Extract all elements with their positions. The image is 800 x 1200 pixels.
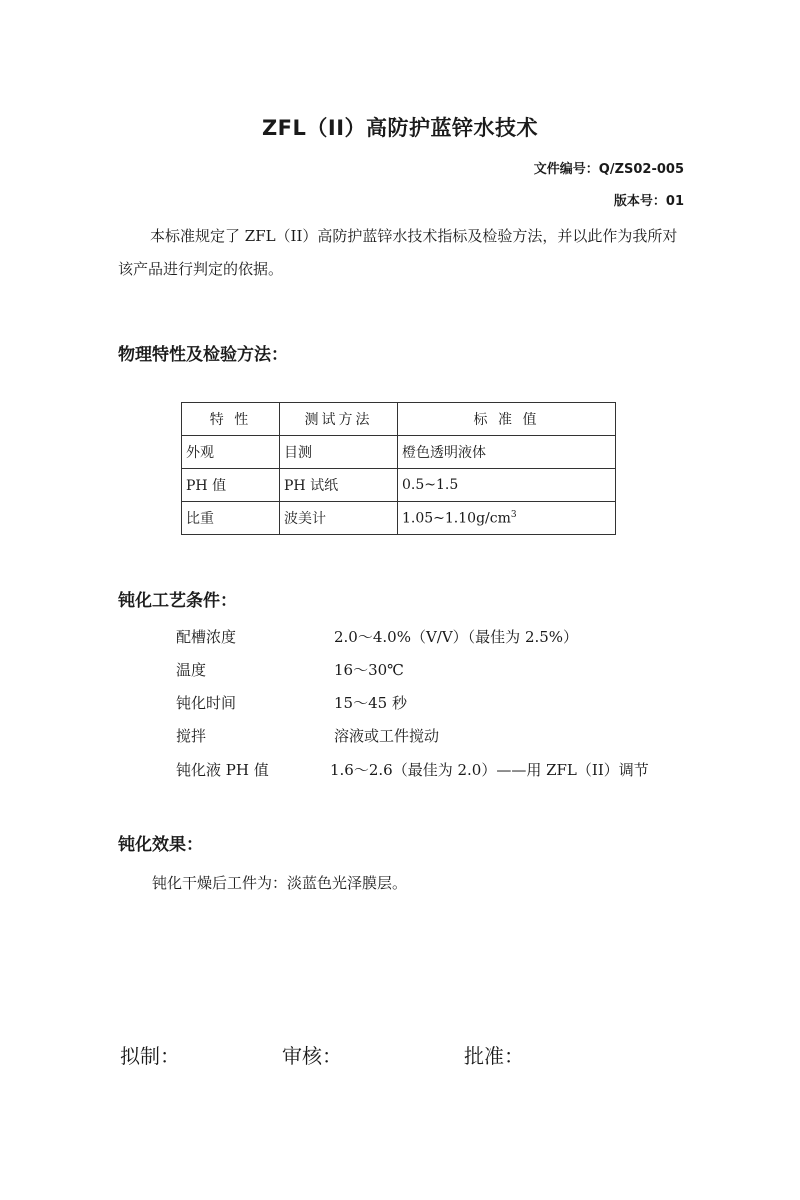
table-header: 测试方法 [280,403,398,436]
condition-value: 1.6～2.6（最佳为 2.0）——用 ZFL（II）调节 [330,761,649,779]
condition-key: 温度 [176,661,207,679]
passivation-effect-heading: 钝化效果： [118,835,203,855]
version-number: 版本号：01 [613,194,684,209]
condition-row [176,725,696,749]
drafted-by-label: 拟制： [120,1044,180,1068]
table-cell: 外观 [182,436,280,469]
condition-key: 搅拌 [176,727,207,745]
process-conditions-heading: 钝化工艺条件： [118,591,237,611]
condition-row [176,659,696,683]
approved-by-label: 批准： [464,1044,524,1068]
reviewed-by-label: 审核： [282,1044,342,1068]
density-value: 1.05~1.10g/cm [402,510,511,527]
table-cell: PH 试纸 [280,469,398,502]
table-header-row [182,403,616,436]
table-row [182,502,616,535]
table-header: 特 性 [182,403,280,436]
table-cell: 波美计 [280,502,398,535]
table-cell: 0.5~1.5 [398,469,616,502]
density-exponent: 3 [510,509,517,520]
effect-text: 钝化干燥后工件为：淡蓝色光泽膜层。 [152,874,408,892]
table-cell: PH 值 [182,469,280,502]
table-row [182,469,616,502]
condition-row [176,692,696,716]
table-cell: 比重 [182,502,280,535]
condition-key: 钝化液 PH 值 [176,761,269,779]
document-number: 文件编号：Q/ZS02-005 [533,162,684,177]
table-row [182,436,616,469]
spec-table [181,402,616,535]
physical-properties-heading: 物理特性及检验方法： [118,345,288,365]
table-cell: 目测 [280,436,398,469]
condition-value: 16～30℃ [334,661,404,679]
table-cell [398,502,616,535]
condition-value: 15～45 秒 [334,694,407,712]
condition-row [176,626,696,650]
condition-row [176,759,696,783]
condition-value: 2.0～4.0%（V/V）（最佳为 2.5%） [334,628,579,646]
document-title: ZFL（II）高防护蓝锌水技术 [261,116,539,140]
table-cell: 橙色透明液体 [398,436,616,469]
condition-key: 钝化时间 [176,694,237,712]
condition-value: 溶液或工件搅动 [334,727,440,745]
condition-key: 配槽浓度 [176,628,237,646]
intro-paragraph: 本标准规定了 ZFL（II）高防护蓝锌水技术指标及检验方法，并以此作为我所对该产品进行判定的依据。 [118,227,678,278]
table-header: 标 准 值 [398,403,616,436]
